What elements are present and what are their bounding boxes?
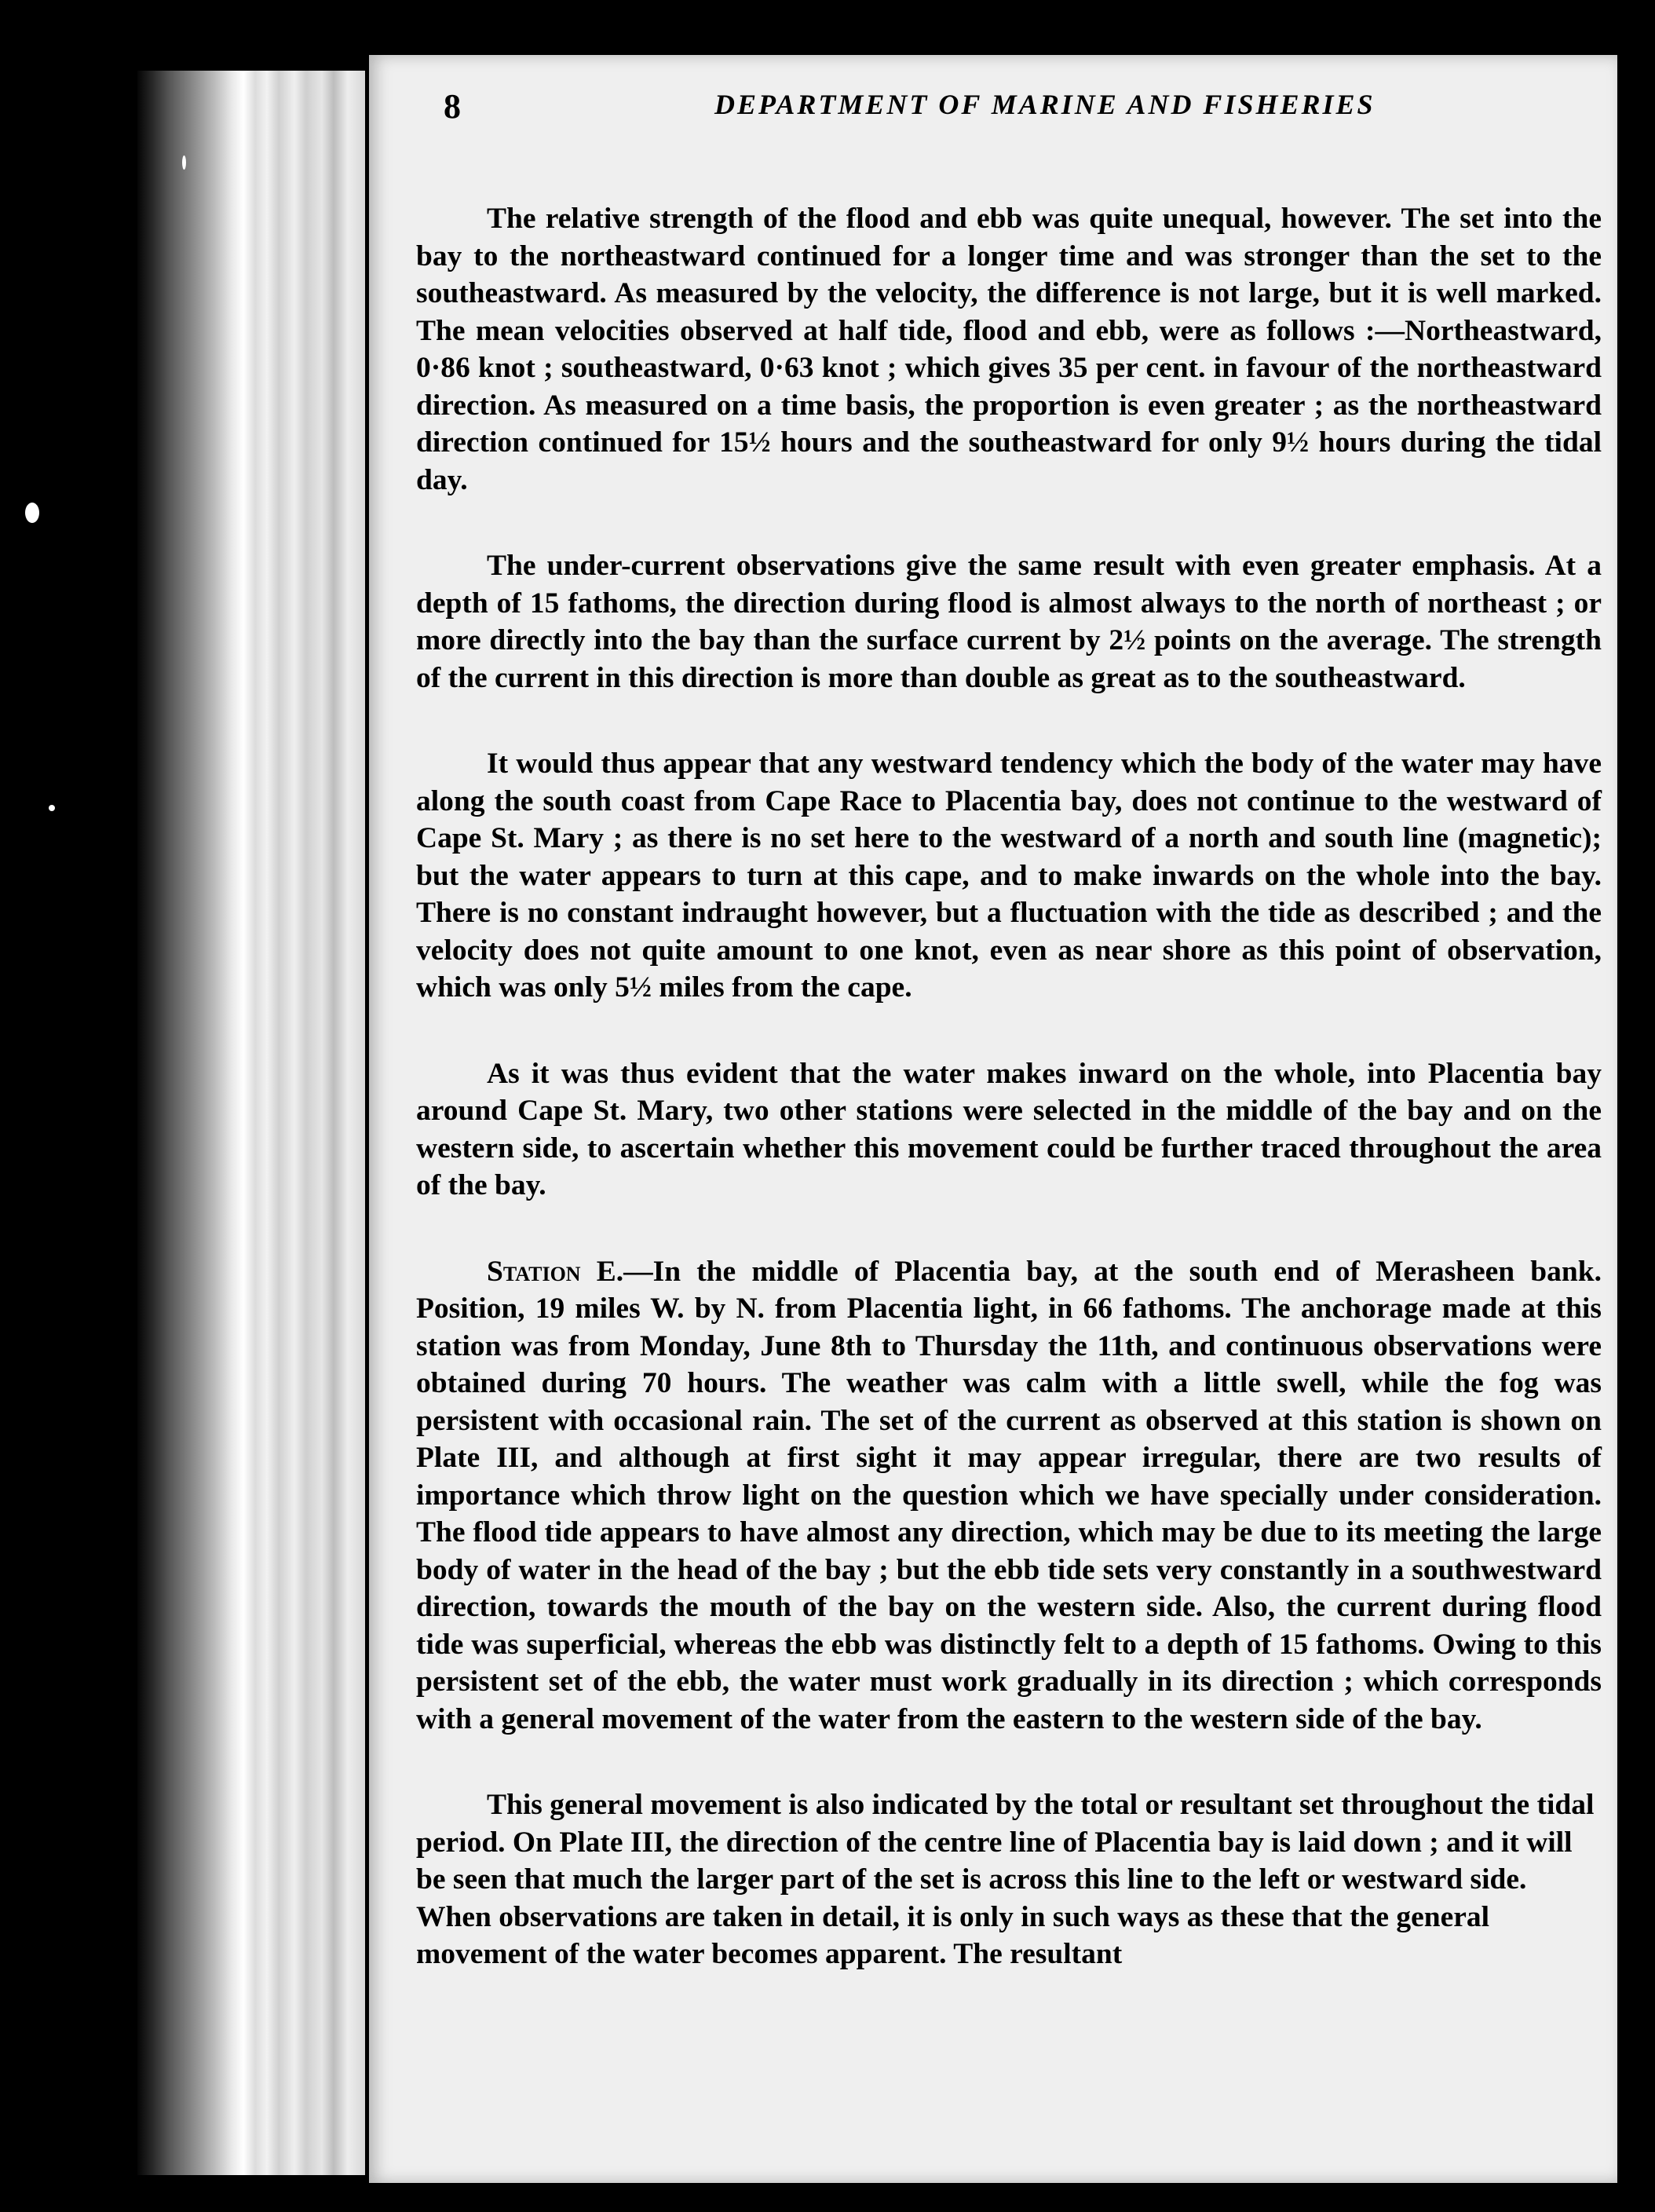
running-head: DEPARTMENT OF MARINE AND FISHERIES	[714, 89, 1376, 120]
page-number: 8	[444, 87, 461, 126]
paragraph: The under-current observations give the same result with even greater emphasis. At a depth of 15 fathoms, the direction during flood is almost always to the north of northeast ; or more directly into the bay than the surface current by 2½ points on the average. The strength of the current in this direction is more than double as great as to the southeastward.	[416, 550, 1602, 694]
station-heading: Station E.	[487, 1255, 624, 1288]
paragraph-body: —In the middle of Placentia bay, at the south end of Merasheen bank. Position, 19 miles W. by N. from Placentia light, in 66 fathoms. The anchorage made at this station was from Monday, June 8th to Thursday the 11th, and continuous observations were obtained during 70 hours. The weather was calm with a little swell, while the fog was persistent with occasional rain. The set of the current as observed at this station is shown on Plate III, and although at first sight it may appear irregular, there are two results of importance which throw light on the question which we have specially under consideration. The flood tide appears to have almost any direction, which may be due to its meeting the large body of water in the head of the bay ; but the ebb tide sets very constantly in a southwestward direction, towards the mouth of the bay on the western side. Also, the current during flood tide was superficial, whereas the ebb was distinctly felt to a depth of 15 fathoms. Owing to this persistent set of the ebb, the water must work gradually in its direction ; which corresponds with a general movement of the water from the eastern to the western side of the bay.	[416, 1255, 1602, 1735]
paragraph: As it was thus evident that the water makes inward on the whole, into Placentia bay around Cape St. Mary, two other stations were selected in the middle of the bay and on the western side, to ascertain whether this movement could be further traced throughout the area of the bay.	[416, 1057, 1602, 1201]
paragraph	[416, 1253, 1602, 1739]
paragraph: This general movement is also indicated by the total or resultant set throughout the tidal period. On Plate III, the direction of the centre line of Placentia bay is laid down ; and it will be seen that much the larger part of the set is across this line to the left or westward side. When observations are taken in detail, it is only in such ways as these that the general movement of the water becomes apparent. The resultant	[416, 1789, 1595, 1970]
scan-speck	[182, 155, 186, 170]
scan-speck	[25, 503, 39, 523]
paragraph: The relative strength of the flood and ebb was quite unequal, however. The set into the bay to the northeastward continued for a longer time and was stronger than the set to the southeastward. As measured by the velocity, the difference is not large, but it is well marked. The mean velocities observed at half tide, flood and ebb, were as follows :—Northeastward, 0·86 knot ; southeastward, 0·63 knot ; which gives 35 per cent. in favour of the northeastward direction. As measured on a time basis, the proportion is even greater ; as the northeastward direction continued for 15½ hours and the southeastward for only 9½ hours during the tidal day.	[416, 203, 1602, 496]
paragraph: It would thus appear that any westward tendency which the body of the water may have along the south coast from Cape Race to Placentia bay, does not continue to the westward of Cape St. Mary ; as there is no set here to the westward of a north and south line (magnetic); but the water appears to turn at this cape, and to make inwards on the whole into the bay. There is no constant indraught however, but a fluctuation with the tide as described ; and the velocity does not quite amount to one knot, even as near shore as this point of observation, which was only 5½ miles from the cape.	[416, 748, 1602, 1004]
page-header	[436, 86, 1598, 133]
book-binding-edge	[137, 71, 365, 2175]
body-text	[416, 200, 1602, 1973]
scan-speck	[49, 805, 55, 811]
